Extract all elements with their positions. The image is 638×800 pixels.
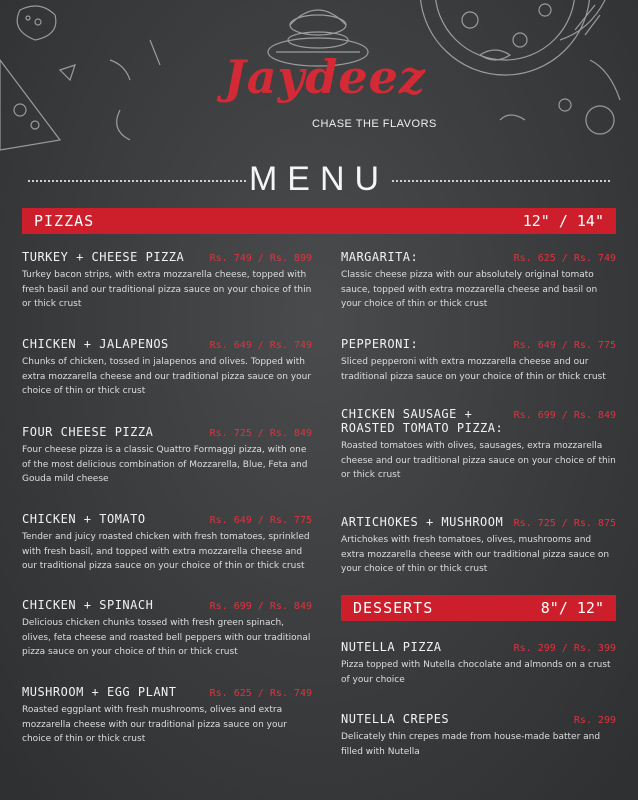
menu-item [22, 337, 312, 399]
item-price: Rs. 299 [573, 715, 616, 726]
menu-item [22, 685, 312, 747]
item-price: Rs. 699 / Rs. 849 [513, 410, 616, 421]
item-name: FOUR CHEESE PIZZA [22, 425, 154, 439]
menu-title: MENU [248, 160, 390, 198]
brand-tagline: CHASE THE FLAVORS [312, 118, 437, 130]
item-description: Chunks of chicken, tossed in jalapenos and olives. Topped with extra mozzarella cheese and our traditional pizza sauce on your choice of thin or thick crust [22, 357, 312, 396]
item-name: CHICKEN + TOMATO [22, 512, 146, 526]
item-price: Rs. 625 / Rs. 749 [513, 253, 616, 264]
divider-right [392, 180, 610, 182]
item-description: Pizza topped with Nutella chocolate and almonds on a crust of your choice [341, 660, 611, 685]
item-price: Rs. 299 / Rs. 399 [513, 643, 616, 654]
brand-header [0, 0, 638, 160]
menu-item [341, 407, 616, 483]
item-description: Classic cheese pizza with our absolutely original tomato sauce, topped with extra mozzarella cheese and basil on your choice of thin or thick crust [341, 270, 598, 309]
item-name: TURKEY + CHEESE PIZZA [22, 250, 185, 264]
item-description: Turkey bacon strips, with extra mozzarella cheese, topped with fresh basil and our traditional pizza sauce on your choice of thin or thick crust [22, 270, 312, 309]
desserts-title: DESSERTS [353, 599, 434, 617]
item-name: NUTELLA CREPES [341, 712, 450, 726]
menu-item [341, 515, 616, 577]
item-description: Delicious chicken chunks tossed with fresh green spinach, olives, feta cheese and roasted bell peppers with our traditional pizza sauce on your choice of thin or thick crust [22, 618, 311, 657]
item-name: PEPPERONI: [341, 337, 419, 351]
menu-item [341, 640, 616, 687]
item-name-line2: ROASTED TOMATO PIZZA: [341, 421, 504, 435]
pizzas-sizes: 12" / 14" [522, 212, 604, 230]
menu-item [22, 250, 312, 312]
desserts-sizes: 8"/ 12" [540, 599, 604, 617]
item-price: Rs. 699 / Rs. 849 [209, 601, 312, 612]
item-price: Rs. 625 / Rs. 749 [209, 688, 312, 699]
menu-item [341, 337, 616, 384]
item-price: Rs. 725 / Rs. 849 [209, 428, 312, 439]
item-description: Artichokes with fresh tomatoes, olives, mushrooms and extra mozzarella cheese with our traditional pizza sauce on your choice of thin or thick crust [341, 535, 610, 574]
menu-item [22, 512, 312, 574]
item-name: CHICKEN SAUSAGE + [341, 407, 473, 421]
pizzas-title: PIZZAS [34, 212, 95, 230]
item-name: ARTICHOKES + MUSHROOM [341, 515, 504, 529]
item-description: Delicately thin crepes made from house-made batter and filled with Nutella [341, 732, 601, 757]
item-description: Tender and juicy roasted chicken with fresh tomatoes, sprinkled with fresh basil, and topped with extra mozzarella cheese and our traditional pizza sauce on your choice of thin or thick crust [22, 532, 310, 571]
item-price: Rs. 649 / Rs. 775 [513, 340, 616, 351]
item-name: MUSHROOM + EGG PLANT [22, 685, 177, 699]
brand-logo: Jaydeez [223, 50, 427, 104]
desserts-header-band [341, 595, 616, 621]
menu-item [341, 250, 616, 312]
item-description: Sliced pepperoni with extra mozzarella cheese and our traditional pizza sauce on your choice of thin or thick crust [341, 357, 606, 382]
item-description: Four cheese pizza is a classic Quattro Formaggi pizza, with one of the most delicious combination of Mozzarella, Blue, Feta and Gouda mild cheese [22, 445, 308, 484]
menu-item [341, 712, 616, 759]
item-description: Roasted tomatoes with olives, sausages, extra mozzarella cheese and our traditional pizza sauce on your choice of thin or thick crust [341, 441, 616, 480]
item-price: Rs. 649 / Rs. 749 [209, 340, 312, 351]
menu-item [22, 598, 312, 660]
item-name: MARGARITA: [341, 250, 419, 264]
item-name: CHICKEN + JALAPENOS [22, 337, 169, 351]
pizzas-header-band [22, 208, 616, 234]
item-name: CHICKEN + SPINACH [22, 598, 154, 612]
item-name: NUTELLA PIZZA [341, 640, 442, 654]
menu-item [22, 425, 312, 487]
item-price: Rs. 725 / Rs. 875 [513, 518, 616, 529]
item-description: Roasted eggplant with fresh mushrooms, olives and extra mozzarella cheese with our traditional pizza sauce on your choice of thin or thick crust [22, 705, 287, 744]
item-price: Rs. 749 / Rs. 899 [209, 253, 312, 264]
item-price: Rs. 649 / Rs. 775 [209, 515, 312, 526]
